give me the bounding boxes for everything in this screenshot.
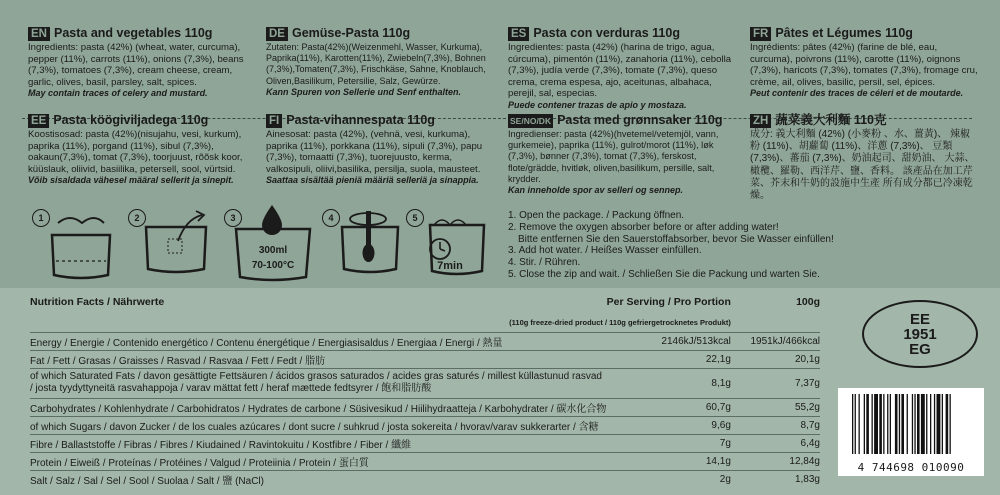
barcode-bar (874, 394, 878, 454)
row-per100: 20,1g (731, 350, 820, 368)
barcode-bar (895, 394, 898, 454)
lang-tag: SE/NO/DK (510, 115, 552, 126)
ingredients-text: 成分: 義大利麵 (42%) (小麥粉 、水、薑黃)、 辣椒粉 (11%)、胡蘿蔔 (11%)、洋蔥 (7,3%)、 豆類 (7,3%)、蕃茄 (7,3%)、奶油起司、甜奶油、 大蒜、橄欖、羅勒、西洋芹、鹽、香料。 該產品在加工芹菜、芥末和牛奶的設施中生產 所有成分都已冷凍乾燥。 (750, 129, 975, 202)
allergen-note: May contain traces of celery and mustard. (28, 88, 208, 99)
ingredients-text: Zutaten: Pasta(42%)(Weizenmehl, Wasser, Kurkuma), Paprika(11%), Karotten(11%), Zwiebeln(7,3%), Bohnen (7,3%),Tomaten(7,3%), Frischkäse, Sahne, Knoblauch, Oliven,Basilikum, Petersilie, Salz, Gewürze. (266, 42, 486, 86)
col-per-100g: 100g (796, 296, 820, 308)
barcode-bar (879, 394, 882, 454)
row-serving: 2146kJ/513kcal (607, 332, 731, 350)
row-per100: 8,7g (731, 416, 820, 434)
row-serving: 14,1g (607, 452, 731, 470)
step-3 (222, 205, 322, 288)
nutrition-row-salt (30, 470, 820, 488)
nutrition-row-sugars (30, 416, 820, 434)
nutrition-row-fat (30, 350, 820, 368)
ingredients-text: Koostisosad: pasta (42%)(nisujahu, vesi, kurkum), paprika (11%), porgand (11%), sibul (7,3%), oakaun(7,3%), tomat (7,3%), toorjuust, rõõsk koor, küüslauk, oliivid, basiilika, petersell, sool, vürtsid. (28, 129, 243, 175)
row-per100: 1,83g (731, 470, 820, 488)
allergen-note: Kann Spuren von Sellerie und Senf enthalten. (266, 86, 462, 97)
step-4 (320, 205, 410, 288)
nutrition-row-protein (30, 452, 820, 470)
row-label: of which Sugars / davon Zucker / de los cuales azúcares / dont sucre / suhkrud / josta sokereita / hvorav/varav sukkerarter / 含糖 (30, 416, 607, 434)
barcode-bar (946, 394, 949, 454)
allergen-note: Peut contenir des traces de céleri et de moutarde. (750, 88, 964, 99)
barcode-bar (899, 394, 900, 454)
lang-title: Pasta med grønnsaker 110g (557, 113, 723, 127)
ingredients-text: Ingredienser: pasta (42%)(hvetemel/vetemjöl, vann, gurkemeie), paprika (11%), gulrot/morot (11%), løk (7,3%), bønner (7,3%), tomat (7,3%), ferskost, flote/grädde, hvitløk, oliven,basilikum, persille, salt, krydder. (508, 129, 719, 184)
instruction-line: Bitte entfernen Sie den Sauerstoffabsorber, bevor Sie Wasser einfüllen! (518, 233, 834, 245)
barcode-bar (921, 394, 925, 454)
barcode-bar (914, 394, 915, 454)
lang-title: 蔬菜義大利麵 110克 (775, 113, 887, 127)
col-serving-subtitle: (110g freeze-dried product / 110g gefriergetrocknetes Produkt) (509, 318, 731, 327)
barcode-bar (855, 394, 856, 454)
instruction-line: 3. Add hot water. / Heißes Wasser einfüllen. (508, 245, 702, 257)
lang-block-zh (750, 113, 978, 202)
barcode-bar (942, 394, 943, 454)
lang-block-sn (508, 113, 742, 196)
barcode-bar (883, 394, 884, 454)
barcode-bar (866, 394, 869, 454)
lang-title: Pasta con verduras 110g (533, 26, 680, 40)
row-per100: 6,4g (731, 434, 820, 452)
row-label: Carbohydrates / Kohlenhydrate / Carbohidratos / Hydrates de carbone / Süsivesikud / Hiilihydraatteja / Karbohydrater / 碳水化合物 (30, 398, 607, 416)
step-number: 4 (322, 209, 340, 227)
barcode-bar (934, 394, 935, 454)
lang-title: Pasta-vihannespata 110g (286, 113, 435, 127)
lang-tag: ES (508, 27, 529, 41)
row-label: Fat / Fett / Grasas / Graisses / Rasvad / Rasvaa / Fett / Fedt / 脂肪 (30, 350, 607, 368)
instruction-line: 2. Remove the oxygen absorber before or after adding water! (508, 221, 779, 233)
nutrition-row-fibre (30, 434, 820, 452)
barcode-bar (907, 394, 908, 454)
lang-title: Gemüse-Pasta 110g (291, 26, 411, 40)
barcode-bar (901, 394, 904, 454)
water-temperature: 70-100°C (251, 260, 295, 271)
nutrition-row-saturated-fat (30, 368, 820, 398)
row-serving: 9,6g (607, 416, 731, 434)
lang-tag: ZH (750, 114, 771, 128)
lang-block-fr (750, 26, 978, 100)
health-mark-line: 1951 (903, 325, 937, 343)
step-number: 1 (32, 209, 50, 227)
barcode-number: 4 744698 010090 (857, 461, 965, 474)
barcode-bar (912, 394, 913, 454)
lang-block-es (508, 26, 740, 112)
lang-block-de (266, 26, 494, 98)
step-number: 5 (406, 209, 424, 227)
nutrition-row-carbohydrates (30, 398, 820, 416)
instruction-line: 4. Stir. / Rühren. (508, 257, 581, 269)
lang-title: Pasta köögiviljadega 110g (53, 113, 209, 127)
wait-time: 7min (437, 260, 463, 272)
lang-tag: DE (266, 27, 288, 41)
row-per100: 12,84g (731, 452, 820, 470)
step-1 (30, 205, 120, 288)
barcode-bar (926, 394, 927, 454)
lang-tag: EN (28, 27, 50, 41)
row-label: Fibre / Ballaststoffe / Fibras / Fibres / Kiudained / Ravintokuitu / Kostfibre / Fiber / 纖維 (30, 434, 607, 452)
step-2 (126, 205, 216, 288)
barcode-bar (890, 394, 891, 454)
allergen-note: Saattaa sisältää pieniä määriä selleriä ja sinappia. (266, 175, 479, 186)
allergen-note: Puede contener trazas de apio y mostaza. (508, 99, 687, 110)
barcode-bar (859, 394, 860, 454)
health-mark-oval (862, 300, 978, 368)
barcode-bar (917, 394, 920, 454)
step-number: 2 (128, 209, 146, 227)
lang-title: Pâtes et Légumes 110g (775, 26, 913, 40)
ingredients-text: Ingredients: pasta (42%) (wheat, water, curcuma), pepper (11%), carrots (11%), onions (7,3%), beans (7,3%), tomatoes (7,3%), cream cheese, cream, garlic, olives, basil, parsley, salt, spices. (28, 42, 244, 88)
row-label: of which Saturated Fats / davon gesättigte Fettsäuren / ácidos grasos saturados / acides gras saturés / millest küllastunud rasvad / josta tyydyttyneitä rasvahappoja / varav mättat fett / heraf mættede fedtsyrer / 飽和脂肪酸 (30, 368, 607, 398)
nutrition-title: Nutrition Facts / Nährwerte (30, 296, 165, 308)
barcode-bar (930, 394, 931, 454)
ingredients-text: Ingrédients: pâtes (42%) (farine de blé, eau, curcuma), poivrons (11%), carotte (11%), oignons (7,3%), haricots (7,3%), tomates (7,3%), fromage cru, crème, ail, olives, basilic, persil, sel, épices. (750, 42, 978, 88)
health-mark-line: EE (909, 310, 930, 328)
allergen-note: Võib sisaldada vähesel määral sellerit ja sinepit. (28, 175, 234, 186)
barcode-bar (852, 394, 853, 454)
instruction-line: 1. Open the package. / Packung öffnen. (508, 210, 685, 221)
row-label: Salt / Salz / Sal / Sel / Sool / Suolaa / Salt / 鹽 (NaCl) (30, 470, 607, 488)
row-serving: 2g (607, 470, 731, 488)
lang-block-ee (28, 113, 256, 187)
health-mark-line: EG (909, 340, 931, 358)
row-label: Energy / Energie / Contenido energético / Contenu énergétique / Energiasisaldus / Energiaa / Energi / 熱量 (30, 332, 607, 350)
lang-block-en (28, 26, 256, 100)
barcode-bars (838, 388, 984, 462)
barcode-bar (887, 394, 888, 454)
barcode-bar (872, 394, 873, 454)
barcode-bar (950, 394, 951, 454)
ingredients-text: Ingredientes: pasta (42%) (harina de trigo, agua, cúrcuma), pimentón (11%), zanahoria (11%), cebolla (7,3%), judía verde (7,3%), tomate (7,3%), queso crema, crema espesa, ajo, aceitunas, albahaca, perejil, sal, especias. (508, 42, 732, 100)
row-serving: 8,1g (607, 368, 731, 398)
step-5 (406, 205, 496, 288)
allergen-note: Kan inneholde spor av selleri og sennep. (508, 185, 684, 196)
barcode-bar (864, 394, 865, 454)
col-per-serving: Per Serving / Pro Portion (606, 296, 731, 308)
row-per100: 55,2g (731, 398, 820, 416)
lang-title: Pasta and vegetables 110g (53, 26, 213, 40)
row-per100: 1951kJ/466kcal (731, 332, 820, 350)
lang-tag: FR (750, 27, 771, 41)
lang-block-fi (266, 113, 498, 187)
instruction-line: 5. Close the zip and wait. / Schließen Sie die Packung und warten Sie. (508, 268, 820, 280)
lang-tag: FI (266, 114, 282, 128)
step-number: 3 (224, 209, 242, 227)
row-label: Protein / Eiweiß / Proteínas / Protéines / Valgud / Proteiinia / Protein / 蛋白質 (30, 452, 607, 470)
preparation-instructions (508, 210, 988, 281)
lang-tag: EE (28, 114, 49, 128)
nutrition-table (30, 296, 820, 488)
row-per100: 7,37g (731, 368, 820, 398)
ingredients-text: Ainesosat: pasta (42%), (vehnä, vesi, kurkuma), paprika (11%), porkkana (11%), sipuli (7,3%), papu (7,3%), tomaatti (7,3%), tuorejuusto, kerma, valkosipuli, oliivi,basilika, persilja, suola, mausteet. (266, 129, 483, 175)
water-amount: 300ml (258, 245, 288, 256)
row-serving: 22,1g (607, 350, 731, 368)
row-serving: 7g (607, 434, 731, 452)
preparation-pictograms (30, 205, 500, 283)
barcode (838, 388, 984, 476)
row-serving: 60,7g (607, 398, 731, 416)
nutrition-row-energy (30, 332, 820, 350)
barcode-bar (937, 394, 941, 454)
